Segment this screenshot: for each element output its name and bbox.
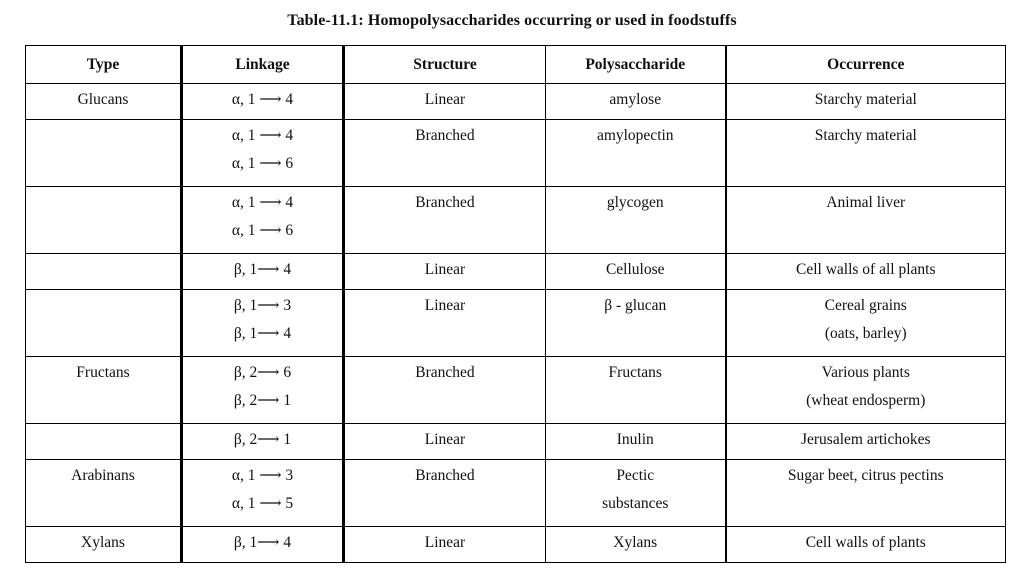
- cell-polysaccharide-content: [546, 290, 725, 320]
- table-row: [26, 460, 1006, 527]
- column-header-polysaccharide: Polysaccharide: [546, 46, 726, 84]
- cell-polysaccharide-line: Xylans: [613, 534, 658, 551]
- cell-structure-line: Branched: [415, 127, 475, 144]
- cell-structure-line: Linear: [424, 534, 466, 551]
- cell-occurrence: [726, 290, 1006, 357]
- cell-linkage: [182, 527, 344, 563]
- cell-structure: [344, 460, 546, 527]
- cell-linkage-line: β, 2⟶ 1: [233, 392, 292, 409]
- cell-type-line: [26, 122, 180, 150]
- cell-linkage: [182, 187, 344, 254]
- cell-polysaccharide-line: amylopectin: [596, 127, 674, 144]
- cell-type-line: [26, 256, 180, 284]
- cell-polysaccharide-content: [546, 187, 725, 217]
- cell-linkage-content: [183, 84, 342, 114]
- cell-polysaccharide: [546, 187, 726, 254]
- cell-polysaccharide: [546, 460, 726, 527]
- cell-structure-line: Branched: [415, 194, 475, 211]
- cell-structure: [344, 290, 546, 357]
- column-header-type: Type: [26, 46, 182, 84]
- cell-polysaccharide: [546, 254, 726, 290]
- cell-linkage-line: β, 1⟶ 4: [233, 534, 292, 551]
- cell-occurrence: [726, 120, 1006, 187]
- cell-occurrence-content: [727, 290, 1006, 348]
- cell-occurrence: [726, 84, 1006, 120]
- cell-structure-content: [345, 84, 545, 114]
- table-row: [26, 357, 1006, 424]
- cell-occurrence-line: Various plants: [821, 364, 910, 381]
- cell-structure-content: [345, 460, 545, 490]
- cell-linkage-line: α, 1 ⟶ 6: [231, 222, 294, 239]
- cell-occurrence: [726, 187, 1006, 254]
- cell-type-content: [26, 460, 180, 490]
- cell-type-line: Glucans: [77, 91, 129, 108]
- cell-structure-content: [345, 254, 545, 284]
- cell-polysaccharide: [546, 120, 726, 187]
- cell-polysaccharide-content: [546, 527, 725, 557]
- cell-polysaccharide-content: [546, 357, 725, 387]
- cell-linkage-content: [183, 254, 342, 284]
- cell-polysaccharide: [546, 357, 726, 424]
- cell-type-line: Xylans: [81, 534, 125, 551]
- cell-occurrence-line: Jerusalem artichokes: [800, 431, 931, 448]
- cell-structure-content: [345, 187, 545, 217]
- cell-polysaccharide-content: [546, 424, 725, 454]
- cell-linkage-line: α, 1 ⟶ 4: [231, 194, 294, 211]
- cell-linkage: [182, 290, 344, 357]
- cell-polysaccharide-line: glycogen: [606, 194, 664, 211]
- cell-structure-line: Linear: [424, 261, 466, 278]
- cell-type-content: [26, 290, 180, 320]
- cell-polysaccharide-line: Fructans: [608, 364, 662, 381]
- cell-polysaccharide-line: substances: [602, 495, 669, 512]
- cell-polysaccharide: [546, 424, 726, 460]
- cell-structure: [344, 84, 546, 120]
- cell-type-content: [26, 120, 180, 150]
- cell-structure-content: [345, 357, 545, 387]
- table-row: [26, 527, 1006, 563]
- cell-linkage-content: [183, 187, 342, 245]
- cell-structure: [344, 254, 546, 290]
- cell-type: [26, 290, 182, 357]
- cell-occurrence-line: Starchy material: [814, 91, 917, 108]
- cell-linkage-line: β, 2⟶ 6: [233, 364, 292, 381]
- cell-occurrence-content: [727, 460, 1006, 490]
- cell-type-line: Fructans: [76, 364, 130, 381]
- table-row: [26, 84, 1006, 120]
- cell-linkage: [182, 424, 344, 460]
- cell-polysaccharide-content: [546, 254, 725, 284]
- cell-structure: [344, 187, 546, 254]
- cell-linkage-content: [183, 527, 342, 557]
- cell-linkage-line: β, 1⟶ 3: [233, 297, 292, 314]
- cell-occurrence-line: (oats, barley): [824, 325, 907, 342]
- cell-linkage-line: α, 1 ⟶ 6: [231, 155, 294, 172]
- cell-occurrence-content: [727, 187, 1006, 217]
- cell-occurrence-content: [727, 357, 1006, 415]
- cell-polysaccharide-content: [546, 460, 725, 518]
- cell-linkage-line: α, 1 ⟶ 4: [231, 91, 294, 108]
- column-header-linkage: Linkage: [182, 46, 344, 84]
- cell-structure-content: [345, 424, 545, 454]
- cell-occurrence-content: [727, 527, 1006, 557]
- cell-occurrence-line: Cereal grains: [824, 297, 907, 314]
- cell-linkage-content: [183, 357, 342, 415]
- cell-occurrence: [726, 357, 1006, 424]
- polysaccharide-table: [25, 45, 1006, 563]
- cell-polysaccharide-line: Pectic: [616, 467, 655, 484]
- cell-structure-line: Linear: [424, 431, 466, 448]
- cell-linkage-line: β, 2⟶ 1: [233, 431, 292, 448]
- table-row: [26, 120, 1006, 187]
- cell-linkage-line: β, 1⟶ 4: [233, 325, 292, 342]
- cell-type-line: [26, 189, 180, 217]
- cell-type-content: [26, 424, 180, 454]
- cell-structure-content: [345, 527, 545, 557]
- cell-occurrence-line: Animal liver: [826, 194, 906, 211]
- cell-type-content: [26, 84, 180, 114]
- table-row: [26, 254, 1006, 290]
- cell-linkage: [182, 84, 344, 120]
- cell-type: [26, 187, 182, 254]
- cell-structure: [344, 527, 546, 563]
- cell-type-content: [26, 357, 180, 387]
- cell-linkage: [182, 120, 344, 187]
- cell-occurrence-content: [727, 424, 1006, 454]
- cell-structure-line: Linear: [424, 91, 466, 108]
- cell-structure-content: [345, 120, 545, 150]
- cell-type-content: [26, 254, 180, 284]
- cell-occurrence: [726, 460, 1006, 527]
- cell-type: [26, 527, 182, 563]
- cell-linkage-content: [183, 290, 342, 348]
- cell-structure: [344, 357, 546, 424]
- cell-type-content: [26, 187, 180, 217]
- cell-polysaccharide: [546, 290, 726, 357]
- cell-polysaccharide-line: Cellulose: [605, 261, 665, 278]
- cell-occurrence-line: Cell walls of plants: [805, 534, 926, 551]
- cell-polysaccharide: [546, 527, 726, 563]
- table-header-row: [26, 46, 1006, 84]
- cell-linkage-line: α, 1 ⟶ 5: [231, 495, 294, 512]
- cell-type-content: [26, 527, 180, 557]
- cell-linkage-line: α, 1 ⟶ 4: [231, 127, 294, 144]
- cell-linkage-content: [183, 460, 342, 518]
- cell-structure-line: Branched: [415, 467, 475, 484]
- cell-structure-line: Linear: [424, 297, 466, 314]
- cell-type: [26, 357, 182, 424]
- cell-type: [26, 84, 182, 120]
- cell-linkage: [182, 254, 344, 290]
- cell-structure: [344, 120, 546, 187]
- cell-type: [26, 254, 182, 290]
- cell-polysaccharide-content: [546, 84, 725, 114]
- cell-occurrence: [726, 527, 1006, 563]
- cell-linkage: [182, 357, 344, 424]
- table-row: [26, 290, 1006, 357]
- cell-polysaccharide-line: Inulin: [616, 431, 654, 448]
- column-header-occurrence: Occurrence: [726, 46, 1006, 84]
- table-row: [26, 187, 1006, 254]
- column-header-structure: Structure: [344, 46, 546, 84]
- cell-type: [26, 424, 182, 460]
- cell-type-line: [26, 292, 180, 320]
- cell-occurrence-line: Sugar beet, citrus pectins: [787, 467, 944, 484]
- table-title: Table-11.1: Homopolysaccharides occurring or used in foodstuffs: [287, 12, 737, 29]
- cell-linkage-line: β, 1⟶ 4: [233, 261, 292, 278]
- cell-occurrence-line: Cell walls of all plants: [796, 261, 936, 278]
- cell-structure-line: Branched: [415, 364, 475, 381]
- cell-occurrence-line: (wheat endosperm): [806, 392, 926, 409]
- cell-structure-content: [345, 290, 545, 320]
- cell-polysaccharide: [546, 84, 726, 120]
- cell-occurrence: [726, 254, 1006, 290]
- cell-polysaccharide-line: β - glucan: [604, 297, 667, 314]
- cell-structure: [344, 424, 546, 460]
- table-body: [26, 84, 1006, 563]
- cell-polysaccharide-line: amylose: [609, 91, 662, 108]
- cell-linkage-content: [183, 120, 342, 178]
- cell-occurrence-content: [727, 120, 1006, 150]
- cell-occurrence-line: Starchy material: [814, 127, 917, 144]
- table-row: [26, 424, 1006, 460]
- cell-type: [26, 460, 182, 527]
- cell-type-line: Arabinans: [71, 467, 135, 484]
- cell-occurrence-content: [727, 254, 1006, 284]
- cell-linkage-line: α, 1 ⟶ 3: [231, 467, 294, 484]
- cell-occurrence-content: [727, 84, 1006, 114]
- cell-polysaccharide-content: [546, 120, 725, 150]
- cell-type: [26, 120, 182, 187]
- cell-occurrence: [726, 424, 1006, 460]
- cell-linkage-content: [183, 424, 342, 454]
- cell-linkage: [182, 460, 344, 527]
- cell-type-line: [26, 426, 180, 454]
